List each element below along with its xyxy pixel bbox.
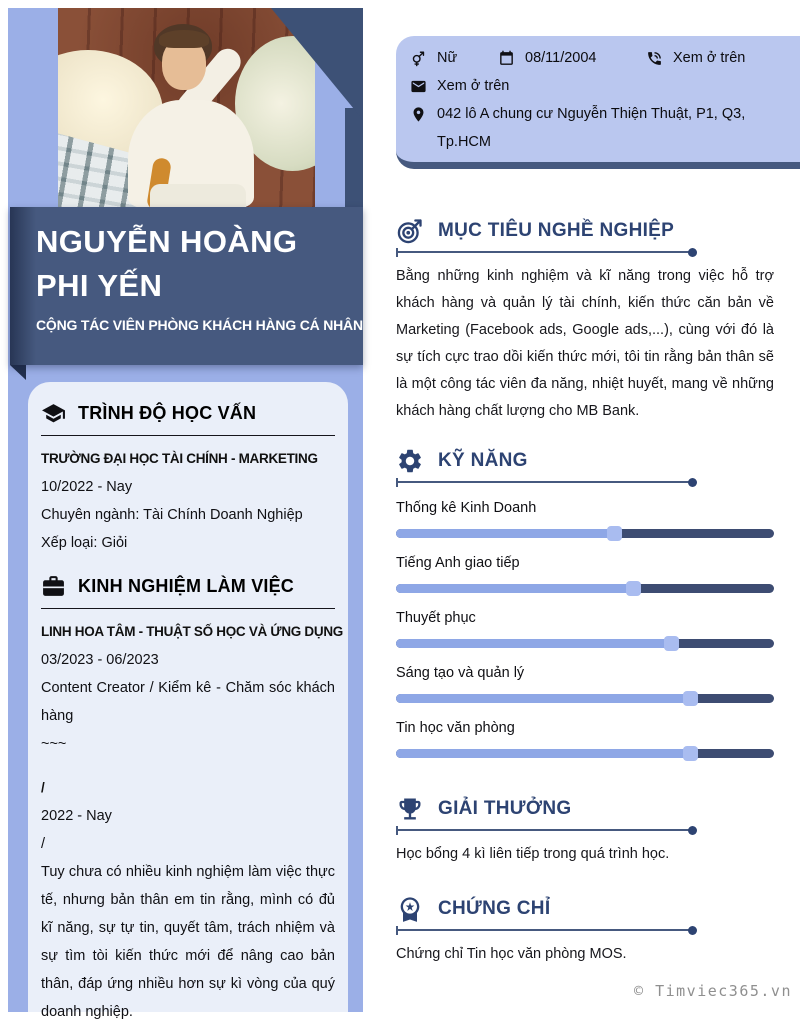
experience-company: / <box>41 780 45 795</box>
awards-text: Học bổng 4 kì liên tiếp trong quá trình học. <box>396 846 670 862</box>
experience-period: 2022 - Nay <box>41 808 112 824</box>
education-major: Chuyên ngành: Tài Chính Doanh Nghiệp <box>41 507 303 523</box>
education-grade: Xếp loại: Giỏi <box>41 535 128 551</box>
education-heading: TRÌNH ĐỘ HỌC VẤN <box>78 402 257 423</box>
portrait-photo <box>58 8 315 207</box>
contact-phone: Xem ở trên <box>646 44 745 72</box>
education-period: 10/2022 - Nay <box>41 479 133 495</box>
contact-card <box>396 36 800 169</box>
skill-item <box>396 498 774 538</box>
briefcase-icon <box>41 574 66 599</box>
skills-section <box>396 446 774 758</box>
skill-slider[interactable] <box>396 584 774 593</box>
objective-divider <box>396 251 694 253</box>
phone-icon <box>646 50 663 67</box>
certificates-heading: CHỨNG CHỈ <box>438 898 551 919</box>
skill-slider[interactable] <box>396 639 774 648</box>
awards-heading: GIẢI THƯỞNG <box>438 798 572 819</box>
certificates-header <box>396 894 774 924</box>
contact-row-1 <box>410 44 794 72</box>
skill-label: Thống kê Kinh Doanh <box>396 500 537 516</box>
education-school: TRƯỜNG ĐẠI HỌC TÀI CHÍNH - MARKETING <box>41 451 318 466</box>
contact-email: Xem ở trên <box>410 72 509 100</box>
skill-slider-thumb[interactable] <box>607 526 622 541</box>
gear-icon <box>396 447 424 475</box>
awards-divider <box>396 829 694 831</box>
candidate-name: NGUYỄN HOÀNG PHI YẾN <box>36 224 298 303</box>
candidate-title: CỘNG TÁC VIÊN PHÒNG KHÁCH HÀNG CÁ NHÂN <box>36 317 363 333</box>
skill-slider-thumb[interactable] <box>683 691 698 706</box>
decorative-corner-band <box>345 108 363 207</box>
photo-skirt <box>150 184 246 207</box>
experience-company: LINH HOA TÂM - THUẬT SỐ HỌC VÀ ỨNG DỤNG <box>41 624 343 639</box>
skill-label: Thuyết phục <box>396 610 476 626</box>
contact-row-3 <box>410 100 794 156</box>
skill-slider-thumb[interactable] <box>664 636 679 651</box>
experience-entry <box>41 774 335 1026</box>
skill-label: Tin học văn phòng <box>396 720 515 736</box>
banner-fold-wedge <box>10 365 26 380</box>
contact-gender: Nữ <box>410 44 498 72</box>
certificates-text: Chứng chỉ Tin học văn phòng MOS. <box>396 946 627 962</box>
spacer <box>41 758 335 774</box>
email-icon <box>410 78 427 95</box>
contact-address: 042 lô A chung cư Nguyễn Thiện Thuật, P1, Q3, Tp.HCM <box>437 106 746 150</box>
experience-note: Tuy chưa có nhiều kinh nghiệm làm việc thực tế, nhưng bản thân em tin rằng, mình có đủ kĩ năng, sự tự tin, quyết tâm, trách nhiệm và sự tìm tòi kiến thức mới để nâng cao bản thân, đáp ứng nhiều hơn sự kì vòng của quý doanh nghiệp. <box>41 864 335 1020</box>
awards-header <box>396 794 774 824</box>
medal-icon <box>396 895 424 923</box>
objective-section <box>396 216 774 425</box>
experience-period: 03/2023 - 06/2023 <box>41 652 159 668</box>
skill-slider-fill <box>396 749 691 758</box>
skill-slider[interactable] <box>396 694 774 703</box>
contact-birthdate: 08/11/2004 <box>498 44 646 72</box>
left-content-box <box>28 382 348 1020</box>
skills-header <box>396 446 774 476</box>
skill-slider-fill <box>396 639 672 648</box>
education-divider <box>41 435 335 436</box>
skill-slider[interactable] <box>396 529 774 538</box>
education-header <box>41 398 335 428</box>
skill-label: Tiếng Anh giao tiếp <box>396 555 520 571</box>
experience-role: Content Creator / Kiểm kê - Chăm sóc khách hàng <box>41 680 335 724</box>
skills-divider <box>396 481 694 483</box>
experience-note: ~~~ <box>41 736 67 752</box>
photo-person-bangs <box>159 30 209 48</box>
location-pin-icon <box>410 106 427 123</box>
skill-item <box>396 663 774 703</box>
skill-slider-fill <box>396 694 691 703</box>
target-icon <box>396 217 424 245</box>
certificates-divider <box>396 929 694 931</box>
experience-heading: KINH NGHIỆM LÀM VIỆC <box>78 575 295 596</box>
certificates-section <box>396 894 774 968</box>
skill-slider-thumb[interactable] <box>683 746 698 761</box>
trophy-icon <box>396 795 424 823</box>
awards-section <box>396 794 774 868</box>
objective-heading: MỤC TIÊU NGHỀ NGHIỆP <box>438 220 675 241</box>
objective-header <box>396 216 774 246</box>
skill-slider-fill <box>396 529 615 538</box>
watermark-copyright: © Timviec365.vn <box>634 982 792 1000</box>
skill-item <box>396 608 774 648</box>
calendar-icon <box>498 50 515 67</box>
skill-slider-fill <box>396 584 634 593</box>
skill-slider-thumb[interactable] <box>626 581 641 596</box>
left-panel <box>8 8 363 1020</box>
experience-entry <box>41 618 343 758</box>
experience-role: / <box>41 836 46 852</box>
graduation-cap-icon <box>41 401 66 426</box>
objective-text: Bằng những kinh nghiệm và kĩ năng trong việc hỗ trợ khách hàng và quản lý tài chính, kiến thức căn bản về Marketing (Facebook ads, Google ads,...), cùng với đó là sự tích cực trao dồi kiến thức mới, tôi tin rằng bản thân sẽ là một công tác viên đa năng, nhiệt huyết, mang về những khách hàng chất lượng cho MB Bank. <box>396 268 774 419</box>
skill-label: Sáng tạo và quản lý <box>396 665 525 681</box>
gender-icon <box>410 50 427 67</box>
skill-item <box>396 553 774 593</box>
contact-row-2 <box>410 72 794 100</box>
experience-header <box>41 571 335 601</box>
experience-divider <box>41 608 335 609</box>
skill-slider[interactable] <box>396 749 774 758</box>
name-banner <box>10 207 363 365</box>
skills-heading: KỸ NĂNG <box>438 450 528 471</box>
skill-item <box>396 718 774 758</box>
